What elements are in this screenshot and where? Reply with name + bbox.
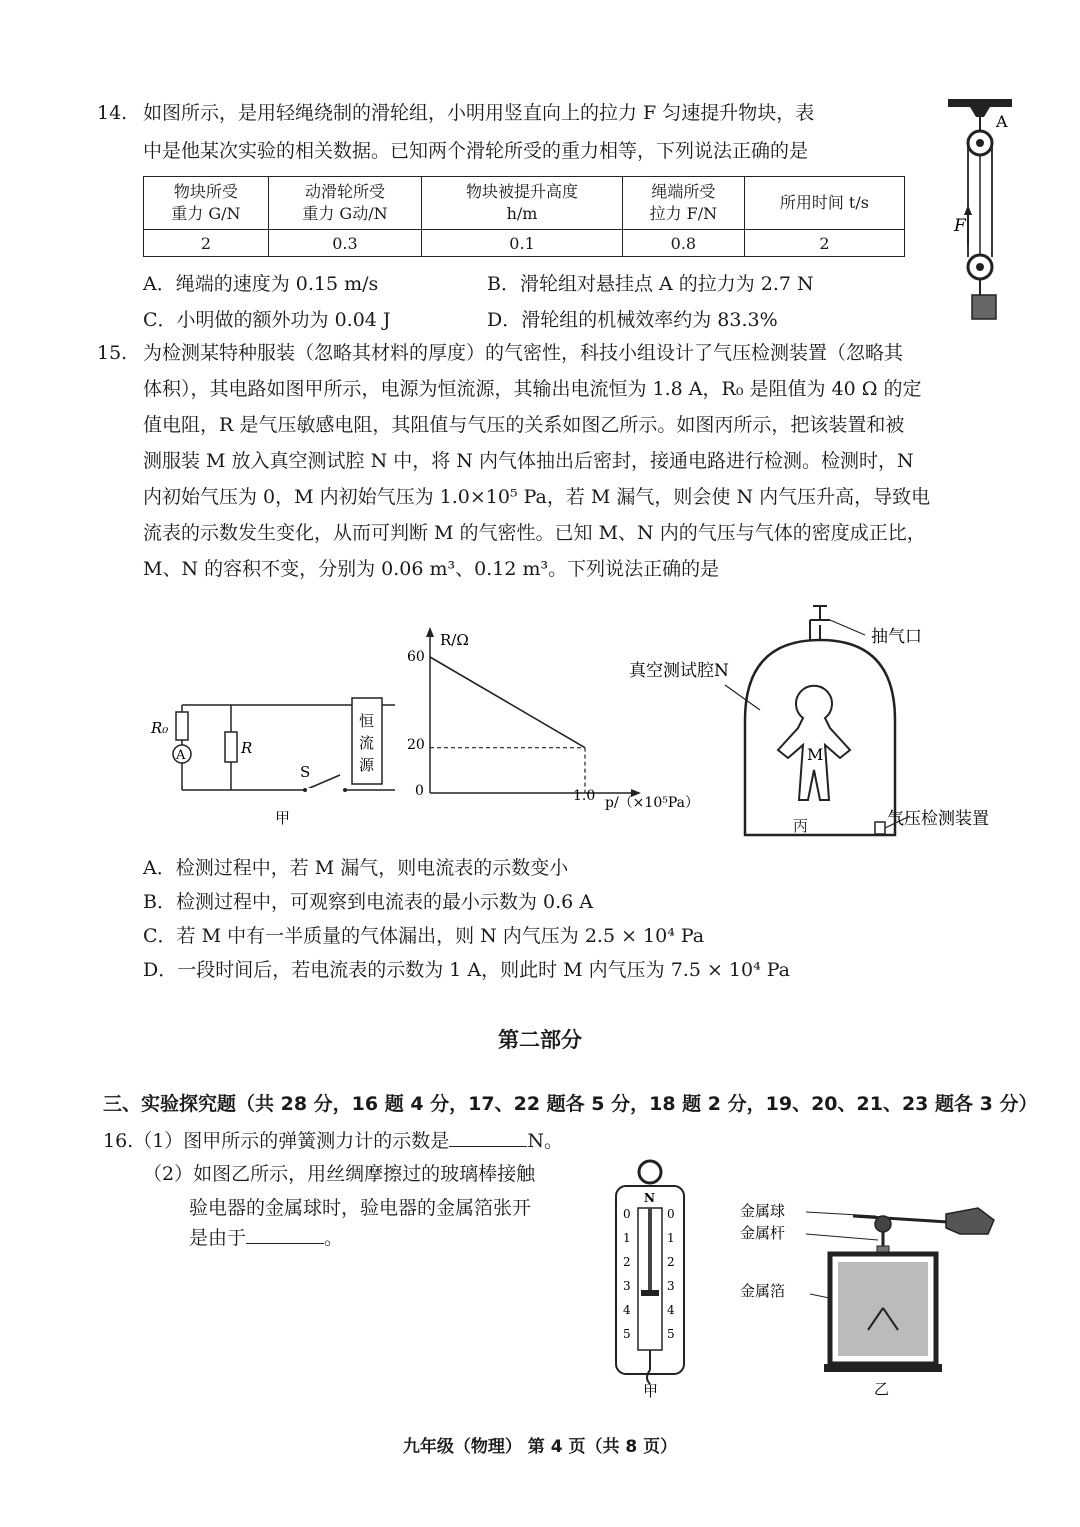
q14-option-a: A．绳端的速度为 0.15 m/s: [143, 273, 379, 295]
q15-chamber-figure: [625, 600, 1025, 840]
right-tick-1: 1: [667, 1231, 675, 1245]
q15-option-b: B．检测过程中，可观察到电流表的最小示数为 0.6 A: [143, 891, 593, 913]
scale-pointer: [641, 1290, 659, 1296]
q15-line-4: 测服装 M 放入真空测试腔 N 中，将 N 内气体抽出后密封，接通电路进行检测。检测时，N: [143, 450, 914, 472]
q14-value-gravity: 2: [144, 230, 269, 257]
foil-label: 金属箔: [740, 1282, 786, 1300]
glass-rod: [853, 1216, 948, 1222]
q14-value-time: 2: [744, 230, 904, 257]
q14-header-height: 物块被提升高度 h/m: [422, 177, 623, 230]
rod-label: 金属杆: [740, 1224, 786, 1242]
metal-ball: [875, 1216, 891, 1232]
right-tick-2: 2: [667, 1255, 675, 1269]
q16-spring-scale: [610, 1158, 690, 1398]
q16-part2-line1: （2）如图乙所示，用丝绸摩擦过的玻璃棒接触: [143, 1163, 536, 1185]
part2-title: 第二部分: [498, 1028, 582, 1052]
vent-label: 抽气口: [871, 627, 922, 647]
q14-value-height: 0.1: [422, 230, 623, 257]
spring-caption: 甲: [643, 1382, 659, 1398]
q15-line-5: 内初始气压为 0，M 内初始气压为 1.0×10⁵ Pa，若 M 漏气，则会使 N 内气压升高，导致电: [143, 486, 931, 508]
q14-value-pull-force: 0.8: [622, 230, 744, 257]
r0-label: R₀: [151, 719, 169, 737]
y-tick-60: 60: [407, 649, 425, 665]
q14-number: 14.: [97, 102, 128, 124]
block: [972, 295, 996, 319]
r-sensor: [225, 732, 237, 762]
q15-option-a: A．检测过程中，若 M 漏气，则电流表的示数变小: [143, 857, 569, 879]
device-label: 气压检测装置: [887, 809, 989, 829]
switch-label: S: [300, 763, 311, 781]
ceiling-beam: [948, 99, 1012, 107]
q15-line-3: 值电阻，R 是气压敏感电阻，其阻值与气压的关系如图乙所示。如图丙所示，把该装置和被: [143, 414, 905, 436]
left-tick-1: 1: [623, 1231, 631, 1245]
q15-option-c: C．若 M 中有一半质量的气体漏出，则 N 内气压为 2.5 × 10⁴ Pa: [143, 925, 705, 947]
q16-part2-line2: 验电器的金属球时，验电器的金属箔张开: [189, 1197, 532, 1219]
q14-header-time: 所用时间 t/s: [744, 177, 904, 230]
right-tick-3: 3: [667, 1279, 675, 1293]
q16-electroscope: [738, 1198, 1008, 1398]
q14-option-b: B．滑轮组对悬挂点 A 的拉力为 2.7 N: [487, 273, 814, 295]
left-tick-2: 2: [623, 1255, 631, 1269]
left-tick-4: 4: [623, 1303, 631, 1317]
q14-stem-line2: 中是他某次实验的相关数据。已知两个滑轮所受的重力相等，下列说法正确的是: [143, 140, 809, 162]
q16-blank-1[interactable]: [449, 1128, 527, 1147]
left-tick-3: 3: [623, 1279, 631, 1293]
ball-label: 金属球: [740, 1202, 786, 1220]
right-tick-4: 4: [667, 1303, 675, 1317]
source-char-3: 源: [359, 756, 375, 774]
left-tick-0: 0: [623, 1207, 631, 1221]
x-tick-1: 1.0: [573, 788, 596, 804]
q14-option-d: D．滑轮组的机械效率约为 83.3%: [487, 309, 778, 331]
scale-ring: [639, 1161, 661, 1183]
m-label: M: [807, 745, 824, 764]
chamber-label: 真空测试腔N: [629, 661, 729, 681]
q14-data-table: [143, 176, 905, 257]
right-tick-5: 5: [667, 1327, 675, 1341]
q14-header-gravity: 物块所受 重力 G/N: [144, 177, 269, 230]
source-char-1: 恒: [359, 712, 375, 730]
force-arrow: [964, 205, 972, 215]
q14-header-pull-force: 绳端所受 拉力 F/N: [622, 177, 744, 230]
q16-blank-2[interactable]: [246, 1225, 324, 1244]
q14-value-pulley-gravity: 0.3: [268, 230, 421, 257]
point-a-label: A: [996, 112, 1008, 131]
ammeter-label: A: [176, 748, 186, 763]
q16-part2-line3: 是由于 。: [189, 1227, 344, 1249]
q15-circuit-figure: [145, 690, 395, 840]
source-char-2: 流: [359, 734, 375, 752]
y-tick-20: 20: [407, 737, 425, 753]
q14-option-c: C．小明做的额外功为 0.04 J: [143, 309, 391, 331]
r-label: R: [241, 739, 253, 757]
electroscope-caption: 乙: [874, 1380, 890, 1398]
left-tick-5: 5: [623, 1327, 631, 1341]
q16-part1: 16.（1）图甲所示的弹簧测力计的示数是 N。: [103, 1130, 563, 1152]
hook-mount: [970, 107, 990, 117]
force-label: F: [954, 216, 966, 236]
q15-line-1: 为检测某特种服装（忽略其材料的厚度）的气密性，科技小组设计了气压检测装置（忽略其: [143, 342, 904, 364]
q14-pulley-figure: [940, 95, 1020, 335]
right-tick-0: 0: [667, 1207, 675, 1221]
q15-option-d: D．一段时间后，若电流表的示数为 1 A，则此时 M 内气压为 7.5 × 10⁴ Pa: [143, 959, 791, 981]
fig-bing-caption: 丙: [793, 817, 809, 835]
fig-jia-caption: 甲: [275, 809, 291, 827]
origin-label: 0: [415, 783, 424, 799]
q15-number: 15.: [97, 342, 128, 364]
scale-top-label: N: [644, 1191, 655, 1205]
electroscope-base: [824, 1364, 942, 1372]
q14-stem-line1: 如图所示，是用轻绳绕制的滑轮组，小明用竖直向上的拉力 F 匀速提升物块，表: [143, 102, 815, 124]
section3-header: 三、实验探究题（共 28 分，16 题 4 分，17、22 题各 5 分，18 题 2 分，19、20、21、23 题各 3 分）: [103, 1093, 1038, 1115]
series-line: [430, 657, 585, 748]
q15-line-6: 流表的示数发生变化，从而可判断 M 的气密性。已知 M、N 内的气压与气体的密度成正比，: [143, 522, 926, 544]
x-axis-label: p/（×10⁵Pa）: [605, 795, 699, 811]
q15-line-7: M、N 的容积不变，分别为 0.06 m³、0.12 m³。下列说法正确的是: [143, 558, 720, 580]
r0-resistor: [176, 712, 188, 740]
hand: [946, 1208, 994, 1234]
q15-line-2: 体积），其电路如图甲所示，电源为恒流源，其输出电流恒为 1.8 A，R₀ 是阻值为 40 Ω 的定: [143, 378, 922, 400]
page-footer: 九年级（物理） 第 4 页（共 8 页）: [402, 1437, 678, 1457]
detection-device: [875, 822, 885, 834]
y-axis-label: R/Ω: [440, 631, 469, 649]
q14-header-pulley-gravity: 动滑轮所受 重力 G动/N: [268, 177, 421, 230]
